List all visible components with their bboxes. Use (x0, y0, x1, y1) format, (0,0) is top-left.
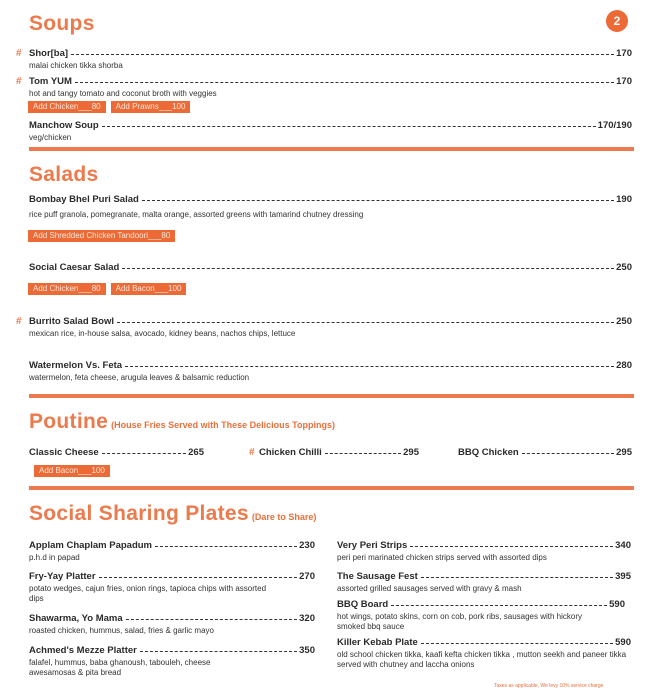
item-price: 170/190 (597, 120, 632, 131)
item-name: Shawarma, Yo Mama (29, 613, 123, 624)
item-name: Manchow Soup (29, 120, 99, 131)
item-name: Classic Cheese (29, 447, 99, 458)
item-name: Burrito Salad Bowl (29, 316, 114, 327)
item-name: Tom YUM (29, 76, 72, 87)
menu-item-shawarma-yo-mama (29, 613, 315, 636)
item-description: roasted chicken, hummus, salad, fries & garlic mayo (29, 626, 214, 635)
item-description: hot and tangy tomato and coconut broth with veggies (29, 89, 217, 98)
menu-item-bbq-board (337, 599, 625, 632)
dotted-leader (140, 644, 297, 652)
menu-item-fry-yay-platter (29, 571, 315, 604)
menu-item-watermelon-vs-feta (29, 360, 632, 383)
item-name: The Sausage Fest (337, 571, 418, 582)
item-price: 250 (616, 262, 632, 273)
page-number-badge: 2 (606, 10, 628, 32)
addon-badge: Add Shredded Chicken Tandoori___80 (28, 230, 175, 242)
section-divider (29, 486, 634, 490)
menu-item-achmeds-mezze-platter (29, 645, 315, 678)
item-price: 320 (299, 613, 315, 624)
section-subtitle: (Dare to Share) (251, 512, 317, 522)
item-name: Shor[ba] (29, 48, 69, 59)
item-description: malai chicken tikka shorba (29, 61, 123, 70)
item-price: 250 (616, 316, 632, 327)
section-divider (29, 394, 634, 398)
dotted-leader (142, 193, 614, 201)
menu-item-applam-chaplam-papadum (29, 540, 315, 563)
dotted-leader (522, 446, 614, 454)
addon-badge: Add Chicken___80 (28, 101, 106, 113)
item-price: 190 (616, 194, 632, 205)
item-description: mexican rice, in-house salsa, avocado, kidney beans, nachos chips, lettuce (29, 329, 296, 338)
section-title-social-sharing-plates (29, 502, 316, 526)
dotted-leader (126, 612, 298, 620)
item-price: 340 (615, 540, 631, 551)
section-title-soups: Soups (29, 12, 95, 35)
menu-item-shorba (16, 48, 632, 71)
menu-item-burrito-salad-bowl (16, 316, 632, 339)
dotted-leader (421, 636, 613, 644)
addon-group (28, 283, 186, 295)
item-description: veg/chicken (29, 133, 72, 142)
item-name: Bombay Bhel Puri Salad (29, 194, 139, 205)
item-name: Killer Kebab Plate (337, 637, 418, 648)
item-price: 170 (616, 48, 632, 59)
item-price: 295 (616, 447, 632, 458)
addon-badge: Add Prawns___100 (111, 101, 191, 113)
item-price: 395 (615, 571, 631, 582)
item-name: BBQ Board (337, 599, 389, 610)
item-price: 295 (403, 447, 419, 458)
section-title-text: Social Sharing Plates (29, 502, 249, 525)
dotted-leader (71, 47, 614, 55)
item-price: 590 (609, 599, 625, 610)
addon-badge: Add Bacon___100 (34, 465, 110, 477)
item-price: 265 (188, 447, 204, 458)
item-name: Very Peri Strips (337, 540, 408, 551)
item-price: 280 (616, 360, 632, 371)
dotted-leader (117, 315, 614, 323)
item-name: Watermelon Vs. Feta (29, 360, 123, 371)
section-title-poutine (29, 410, 335, 434)
item-description: potato wedges, cajun fries, onion rings, tapioca chips with assorted dips (29, 584, 267, 603)
dotted-leader (391, 598, 607, 606)
addon-group (28, 230, 175, 242)
recommended-hash-icon: # (16, 76, 22, 87)
recommended-hash-icon: # (16, 316, 22, 327)
menu-item-tom-yum (16, 76, 632, 99)
addon-group (34, 465, 110, 477)
dotted-leader (125, 359, 614, 367)
addon-badge: Add Chicken___80 (28, 283, 106, 295)
menu-item-bombay-bhel-puri-salad (29, 194, 632, 220)
dotted-leader (155, 539, 297, 547)
dotted-leader (325, 446, 401, 454)
addon-badge: Add Bacon___100 (111, 283, 187, 295)
dotted-leader (122, 261, 614, 269)
item-name: Chicken Chilli (259, 447, 322, 458)
addon-group (28, 101, 190, 113)
item-price: 590 (615, 637, 631, 648)
item-name: Fry-Yay Platter (29, 571, 96, 582)
menu-item-the-sausage-fest (337, 571, 631, 594)
item-name: Achmed's Mezze Platter (29, 645, 137, 656)
footer-tax-note: Taxes as applicable, We levy 10% service charge (494, 683, 604, 689)
item-description: watermelon, feta cheese, arugula leaves & balsamic reduction (29, 373, 250, 382)
item-name: Social Caesar Salad (29, 262, 120, 273)
item-price: 170 (616, 76, 632, 87)
item-description: rice puff granola, pomegranate, malta orange, assorted greens with tamarind chutney dressing (29, 210, 364, 219)
item-price: 230 (299, 540, 315, 551)
item-price: 350 (299, 645, 315, 656)
dotted-leader (102, 446, 186, 454)
dotted-leader (410, 539, 613, 547)
menu-item-social-caesar-salad (29, 262, 632, 273)
dotted-leader (75, 75, 614, 83)
section-divider (29, 147, 634, 151)
dotted-leader (102, 119, 596, 127)
item-price: 270 (299, 571, 315, 582)
menu-item-chicken-chilli (249, 447, 419, 458)
item-name: BBQ Chicken (458, 447, 519, 458)
recommended-hash-icon: # (249, 447, 255, 458)
recommended-hash-icon: # (16, 48, 22, 59)
item-description: peri peri marinated chicken strips served with assorted dips (337, 553, 547, 562)
dotted-leader (99, 570, 298, 578)
dotted-leader (421, 570, 613, 578)
item-name: Applam Chaplam Papadum (29, 540, 152, 551)
item-description: assorted grilled sausages served with gravy & mash (337, 584, 522, 593)
section-title-text: Poutine (29, 410, 109, 433)
menu-item-manchow-soup (29, 120, 632, 143)
item-description: hot wings, potato skins, corn on cob, pork ribs, sausages with hickory smoked bbq sauce (337, 612, 583, 631)
menu-item-classic-cheese (29, 447, 204, 458)
item-description: p.h.d in papad (29, 553, 80, 562)
menu-item-bbq-chicken (458, 447, 632, 458)
section-title-salads: Salads (29, 163, 99, 186)
menu-item-very-peri-strips (337, 540, 631, 563)
section-subtitle: (House Fries Served with These Delicious Toppings) (111, 420, 335, 430)
item-description: falafel, hummus, baba ghanoush, tabouleh, cheese awesamosas & pita bread (29, 658, 211, 677)
menu-item-killer-kebab-plate (337, 637, 631, 670)
item-description: old school chicken tikka, kaafi kefta chicken tikka , mutton seekh and paneer tikka served with chutney and laccha onions (337, 650, 627, 669)
